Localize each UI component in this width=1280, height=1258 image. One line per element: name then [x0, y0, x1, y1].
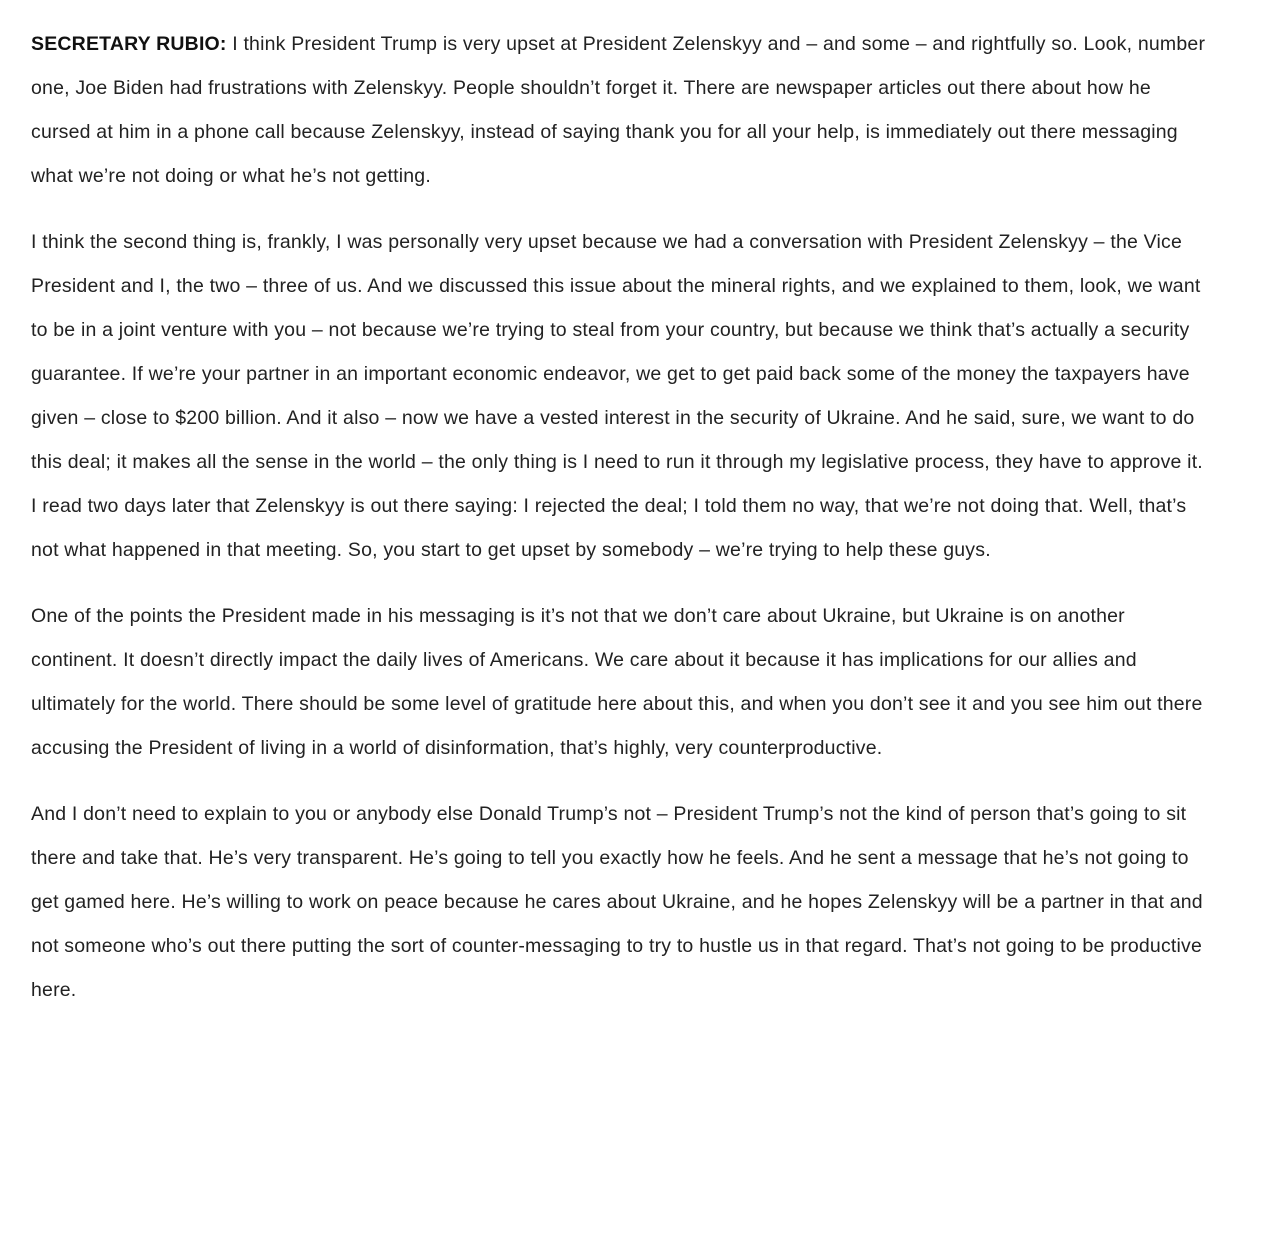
paragraph-text: I think President Trump is very upset at President Zelenskyy and – and some – and rightfully so. Look, number one, Joe Biden had frustrations with Zelenskyy. People shouldn’t forget it. There are newspaper articles out there about how he cursed at him in a phone call because Zelenskyy, instead of saying thank you for all your help, is immediately out there messaging what we’re not doing or what he’s not getting. [31, 33, 1206, 187]
paragraph-text: I think the second thing is, frankly, I was personally very upset because we had a conversation with President Zelenskyy – the Vice President and I, the two – three of us. And we discussed this issue about the mineral rights, and we explained to them, look, we want to be in a joint venture with you – not because we’re trying to steal from your country, but because we think that’s actually a security guarantee. If we’re your partner in an important economic endeavor, we get to get paid back some of the money the taxpayers have given – close to $200 billion. And it also – now we have a vested interest in the security of Ukraine. And he said, sure, we want to do this deal; it makes all the sense in the world – the only thing is I need to run it through my legislative process, they have to approve it. I read two days later that Zelenskyy is out there saying: I rejected the deal; I told them no way, that we’re not doing that. Well, that’s not what happened in that meeting. So, you start to get upset by somebody – we’re trying to help these guys. [31, 231, 1203, 561]
transcript-paragraph [31, 792, 1210, 1012]
paragraph-text: One of the points the President made in his messaging is it’s not that we don’t care about Ukraine, but Ukraine is on another continent. It doesn’t directly impact the daily lives of Americans. We care about it because it has implications for our allies and ultimately for the world. There should be some level of gratitude here about this, and when you don’t see it and you see him out there accusing the President of living in a world of disinformation, that’s highly, very counterproductive. [31, 605, 1203, 759]
paragraph-text: And I don’t need to explain to you or anybody else Donald Trump’s not – President Trump’s not the kind of person that’s going to sit there and take that. He’s very transparent. He’s going to tell you exactly how he feels. And he sent a message that he’s not going to get gamed here. He’s willing to work on peace because he cares about Ukraine, and he hopes Zelenskyy will be a partner in that and not someone who’s out there putting the sort of counter-messaging to try to hustle us in that regard. That’s not going to be productive here. [31, 803, 1203, 1001]
speaker-label: SECRETARY RUBIO: [31, 33, 227, 55]
transcript-paragraph [31, 22, 1210, 198]
transcript-paragraph [31, 594, 1210, 770]
transcript-paragraph [31, 220, 1210, 572]
